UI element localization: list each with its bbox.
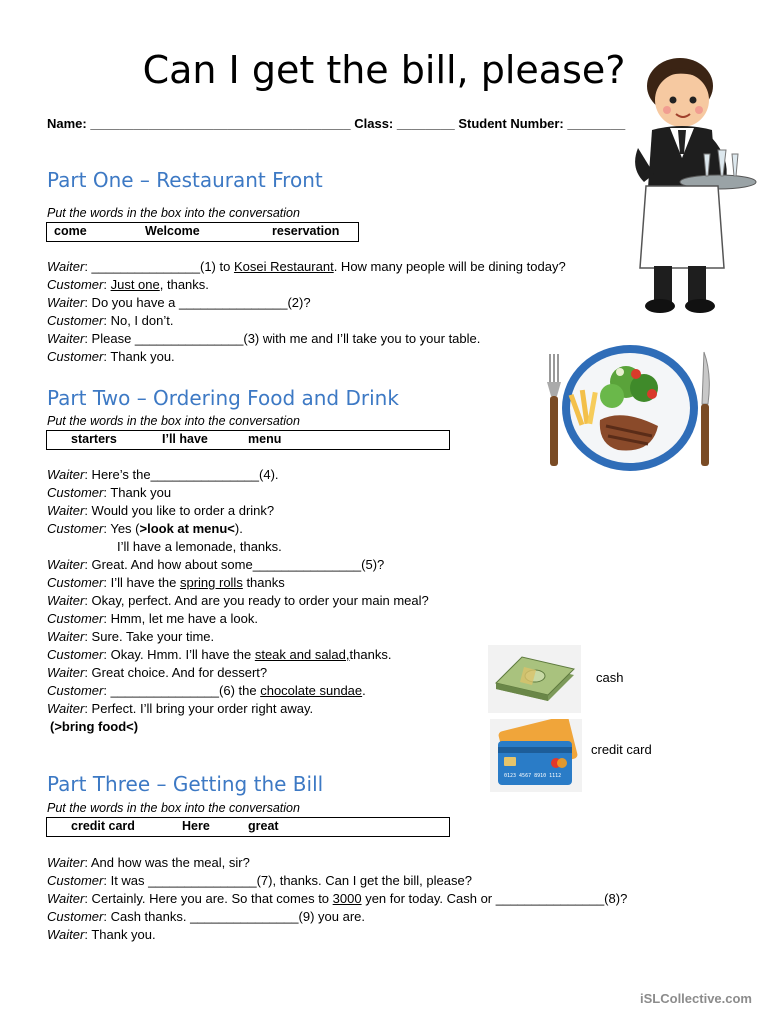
- cash-label: cash: [596, 670, 624, 685]
- dialogue-line: Customer: Hmm, let me have a look.: [47, 611, 258, 626]
- credit-card-illustration: [490, 719, 582, 792]
- part-three-instruction: Put the words in the box into the conversation: [47, 801, 300, 815]
- dialogue-line: Customer: Just one, thanks.: [47, 277, 209, 292]
- part-two-word-box: [46, 430, 450, 450]
- part-one-instruction: Put the words in the box into the conversation: [47, 206, 300, 220]
- waiter-illustration: [630, 58, 760, 320]
- dialogue-line: Waiter: Please _______________(3) with me and I’ll take you to your table.: [47, 331, 481, 346]
- part-three-heading: Part Three – Getting the Bill: [47, 772, 324, 796]
- dialogue-line: Customer: It was _______________(7), thanks. Can I get the bill, please?: [47, 873, 472, 888]
- dialogue-line: Waiter: Okay, perfect. And are you ready to order your main meal?: [47, 593, 429, 608]
- dialogue-line: (>bring food<): [50, 719, 139, 734]
- plate-illustration: [540, 344, 720, 474]
- dialogue-line: Waiter: Certainly. Here you are. So that comes to 3000 yen for today. Cash or _______________(8)?: [47, 891, 628, 906]
- name-class-line: Name: ____________________________________ Class: ________ Student Number: ________: [47, 116, 626, 131]
- word-box-item: great: [248, 819, 279, 833]
- part-one-dialogue: [47, 259, 566, 367]
- part-three-dialogue: [47, 855, 627, 945]
- card-number-text: 0123 4567 8910 1112: [504, 773, 562, 779]
- dialogue-line: Waiter: Do you have a _______________(2)?: [47, 295, 311, 310]
- part-three-word-box: [46, 817, 450, 837]
- page-title: Can I get the bill, please?: [142, 48, 626, 92]
- dialogue-line: Waiter: Sure. Take your time.: [47, 629, 215, 644]
- word-box-item: Here: [182, 819, 210, 833]
- dialogue-line: Customer: Thank you: [47, 485, 172, 500]
- dialogue-line: Customer: No, I don’t.: [47, 313, 174, 328]
- word-box-item: I’ll have: [162, 432, 208, 446]
- dialogue-line: Customer: Cash thanks. _______________(9) you are.: [47, 909, 365, 924]
- dialogue-line: Waiter: _______________(1) to Kosei Restaurant. How many people will be dining today?: [47, 259, 566, 274]
- dialogue-line: Waiter: Thank you.: [47, 927, 156, 942]
- dialogue-line: Waiter: Would you like to order a drink?: [47, 503, 275, 518]
- part-two-instruction: Put the words in the box into the conversation: [47, 414, 300, 428]
- dialogue-line: Waiter: Here’s the_______________(4).: [47, 467, 279, 482]
- word-box-item: credit card: [71, 819, 135, 833]
- word-box-item: reservation: [272, 224, 340, 238]
- word-box-item: starters: [71, 432, 117, 446]
- part-two-dialogue: [47, 467, 429, 737]
- word-box-item: Welcome: [145, 224, 200, 238]
- dialogue-line: Waiter: Great choice. And for dessert?: [47, 665, 268, 680]
- credit-card-label: credit card: [591, 742, 652, 757]
- cash-illustration: [488, 645, 581, 713]
- dialogue-line: Customer: Yes (>look at menu<).: [47, 521, 243, 536]
- dialogue-line: Customer: _______________(6) the chocolate sundae.: [47, 683, 366, 698]
- word-box-item: menu: [248, 432, 282, 446]
- dialogue-line: Waiter: Great. And how about some_______________(5)?: [47, 557, 385, 572]
- dialogue-line: Waiter: Perfect. I’ll bring your order right away.: [47, 701, 314, 716]
- dialogue-line: I’ll have a lemonade, thanks.: [117, 539, 282, 554]
- part-one-word-box: [46, 222, 359, 242]
- word-box-item: come: [54, 224, 87, 238]
- dialogue-line: Customer: Thank you.: [47, 349, 175, 364]
- site-watermark: iSLCollective.com: [640, 991, 752, 1006]
- dialogue-line: Customer: I’ll have the spring rolls thanks: [47, 575, 285, 590]
- dialogue-line: Waiter: And how was the meal, sir?: [47, 855, 250, 870]
- dialogue-line: Customer: Okay. Hmm. I’ll have the steak and salad,thanks.: [47, 647, 392, 662]
- part-one-heading: Part One – Restaurant Front: [47, 168, 323, 192]
- part-two-heading: Part Two – Ordering Food and Drink: [47, 386, 399, 410]
